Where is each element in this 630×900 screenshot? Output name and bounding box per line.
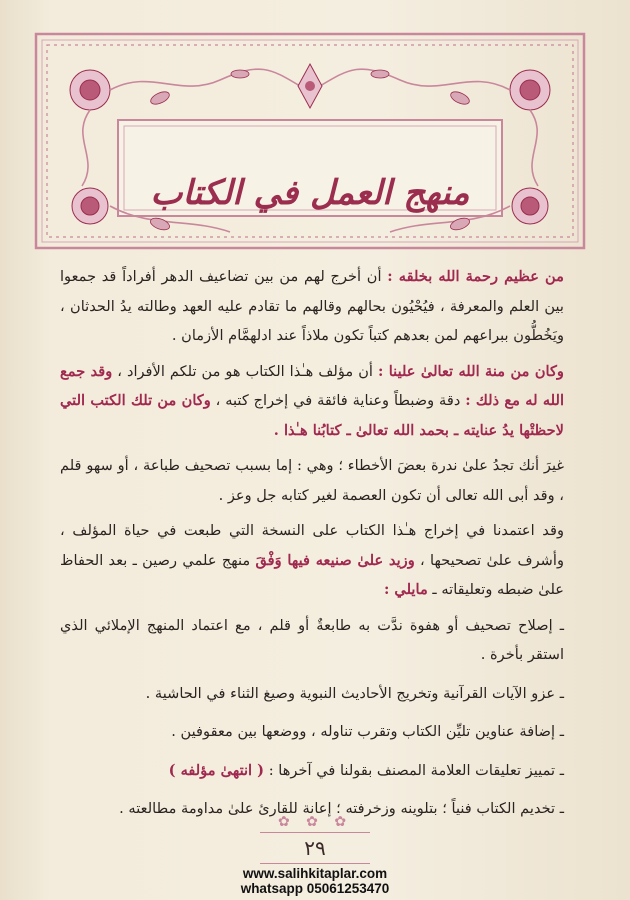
title-frame xyxy=(30,28,590,254)
footer-ornament-icon: ✿ ✿ ✿ xyxy=(277,814,353,830)
ornamental-frame-icon xyxy=(30,28,590,254)
paragraph-lead: من عظيم رحمة الله بخلقه : xyxy=(387,268,564,285)
paragraph-4 xyxy=(60,516,564,605)
paragraph-3 xyxy=(60,451,564,510)
paragraph-text: أن مؤلف هـٰذا الكتاب هو من تلكم الأفراد ، xyxy=(112,362,378,380)
paragraph-1 xyxy=(60,262,564,351)
paragraph-text: وقد اعتمدنا في إخراج هـٰذا الكتاب على النسخة التي طبعت في حياة المؤلف ، وأشرف علىٰ تصحيحها ، xyxy=(60,522,564,569)
paragraph-text: دقة وضبطاً وعناية فائقة في إخراج كتبه ، xyxy=(210,392,466,409)
page-title: منهج العمل في الكتاب xyxy=(150,173,470,213)
paragraph-text: غيرَ أنك تجدُ علىٰ ندرة بعضَ الأخطاء ؛ وهي : إما بسبب تصحيف طباعة ، أو سهو قلم ، وقد أبى الله تعالى أن تكون العصمة لغير كتابه جل وعز . xyxy=(60,457,564,504)
watermark-whatsapp: whatsapp 05061253470 xyxy=(240,881,390,896)
method-list xyxy=(60,611,564,824)
list-item-text: ـ تمييز تعليقات العلامة المصنف بقولنا في آخرها : xyxy=(264,761,564,779)
list-item xyxy=(60,756,564,786)
paragraph-lead: وقد جمع الله له مع ذلك : xyxy=(60,362,565,409)
paragraph-text: منهج علمي رصين ـ بعد الحفاظ علىٰ ضبطه وتعليقاته ـ xyxy=(60,551,564,598)
list-item: ـ تخديم الكتاب فنياً ؛ بتلوينه وزخرفته ؛ إعانة للقارئ علىٰ مداومة مطالعته . xyxy=(119,800,564,817)
paragraph-text: أن أخرج لهم من بين تضاعيف الدهر أفراداً قد جمعوا بين العلم والمعرفة ، فيُحْيُون بحالهم وقالهم ما تقادم عليه العهد وطالته يدُ الحدثان ، ويَخُطُّون ببراعهم لمن بعدهم كتباً تكون ملاذاً عند ادلهمَّام الأزمان . xyxy=(60,268,564,344)
page-number: ٢٩ xyxy=(260,832,370,864)
list-item: ـ إضافة عناوين تليِّن الكتاب وتقرب تناوله ، ووضعها بين معقوفين . xyxy=(171,723,564,740)
body-text xyxy=(60,262,564,833)
list-item: ـ عزو الآيات القرآنية وتخريج الأحاديث النبوية وصيغ الثناء في الحاشية . xyxy=(145,684,564,702)
watermark-website: www.salihkitaplar.com xyxy=(242,866,388,881)
paragraph-lead: وكان من تلك الكتب التي لاحظتْها يدُ عنايته ـ بحمد الله تعالىٰ ـ كتابُنا هـٰذا . xyxy=(60,392,564,439)
list-item: ـ إصلاح تصحيف أو هفوة ندَّت به طابعةٌ أو قلم ، مع اعتماد المنهج الإملائي الذي استقر بأخرة . xyxy=(60,616,564,663)
list-item-highlight: ( انتهىٰ مؤلفه ) xyxy=(168,761,265,779)
paragraph-2 xyxy=(60,357,564,446)
paragraph-lead: مايلي : xyxy=(383,581,428,598)
paragraph-lead: وكان من منة الله تعالىٰ علينا : xyxy=(377,362,564,380)
paragraph-lead: وزيد علىٰ صنيعه فيها وَفْقَ xyxy=(255,551,415,569)
watermark xyxy=(0,866,630,896)
